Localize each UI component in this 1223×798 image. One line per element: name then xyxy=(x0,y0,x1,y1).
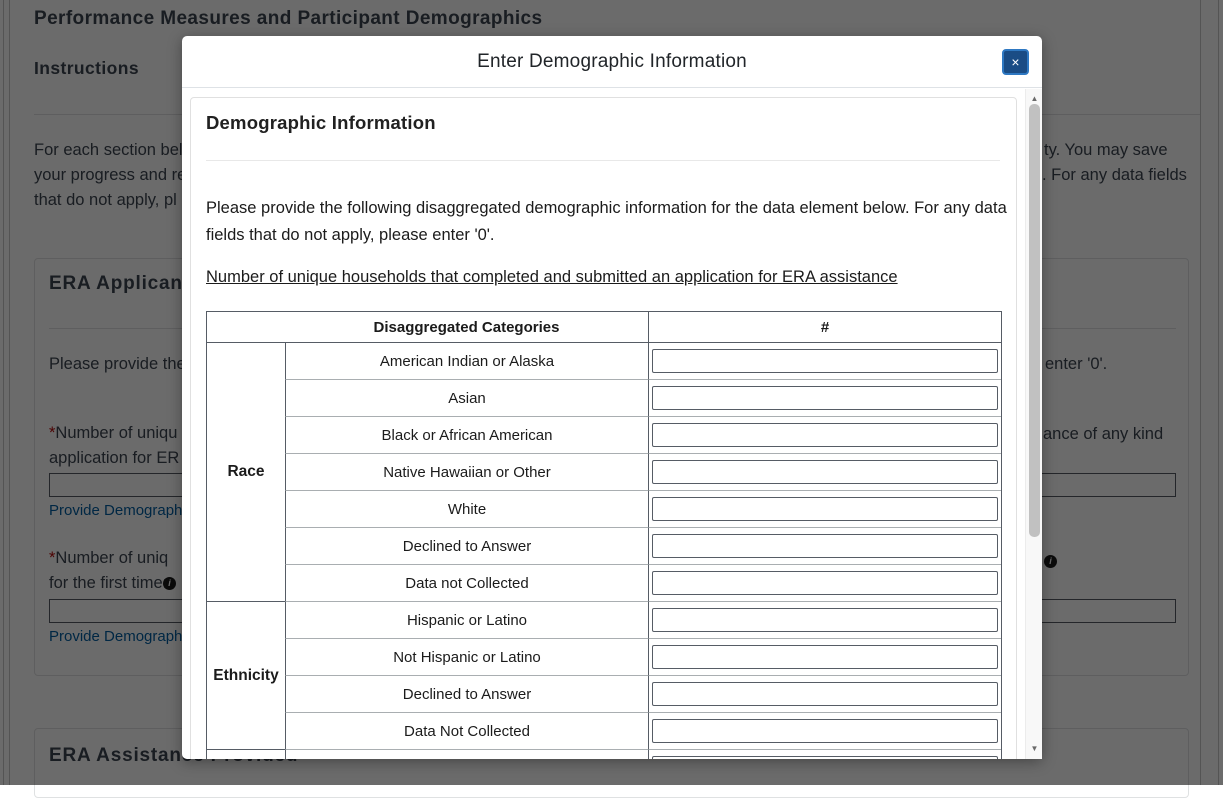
count-input[interactable] xyxy=(652,349,998,373)
count-input[interactable] xyxy=(652,497,998,521)
category-cell: American Indian or Alaska xyxy=(285,343,648,380)
count-input[interactable] xyxy=(652,608,998,632)
count-cell xyxy=(648,343,1001,380)
modal-scrollbar-track[interactable] xyxy=(1025,89,1042,759)
count-cell xyxy=(648,750,1001,759)
category-cell: Asian xyxy=(285,380,648,417)
count-input[interactable] xyxy=(652,534,998,558)
count-input[interactable] xyxy=(652,719,998,743)
scroll-up-icon[interactable]: ▲ xyxy=(1026,94,1042,103)
count-cell xyxy=(648,380,1001,417)
count-cell xyxy=(648,713,1001,750)
demographic-modal xyxy=(182,36,1042,759)
modal-header xyxy=(182,36,1042,88)
close-icon[interactable]: × xyxy=(1002,49,1029,75)
count-cell xyxy=(648,417,1001,454)
count-cell xyxy=(648,565,1001,602)
category-cell: Declined to Answer xyxy=(285,676,648,713)
category-cell: Declined to Answer xyxy=(285,528,648,565)
category-cell: Data not Collected xyxy=(285,565,648,602)
category-cell: Not Hispanic or Latino xyxy=(285,639,648,676)
count-cell xyxy=(648,676,1001,713)
demographic-card xyxy=(190,97,1017,759)
count-cell xyxy=(648,454,1001,491)
count-input[interactable] xyxy=(652,460,998,484)
count-input[interactable] xyxy=(652,645,998,669)
card-divider xyxy=(206,160,1000,161)
card-instructions: Please provide the following disaggregated demographic information for the data element below. For any data fields that do not apply, please enter '0'. xyxy=(206,195,1011,249)
demographic-table xyxy=(206,311,1002,759)
group-cell-race: Race xyxy=(207,343,285,602)
modal-title: Enter Demographic Information xyxy=(182,36,1042,88)
category-cell: Hispanic or Latino xyxy=(285,602,648,639)
data-element-link[interactable]: Number of unique households that completed and submitted an application for ERA assistance xyxy=(206,268,898,287)
group-cell-partial xyxy=(207,750,285,759)
count-cell xyxy=(648,528,1001,565)
count-input[interactable] xyxy=(652,571,998,595)
category-cell: Black or African American xyxy=(285,417,648,454)
table-corner-cell xyxy=(207,312,285,343)
count-input[interactable] xyxy=(652,756,998,759)
category-cell xyxy=(285,750,648,759)
category-cell: Data Not Collected xyxy=(285,713,648,750)
count-input[interactable] xyxy=(652,423,998,447)
scroll-down-icon[interactable]: ▼ xyxy=(1026,744,1042,753)
count-cell xyxy=(648,602,1001,639)
category-cell: White xyxy=(285,491,648,528)
count-input[interactable] xyxy=(652,386,998,410)
count-cell xyxy=(648,639,1001,676)
card-heading: Demographic Information xyxy=(206,112,436,134)
modal-body xyxy=(182,89,1042,759)
col-header-categories: Disaggregated Categories xyxy=(285,312,648,343)
col-header-count: # xyxy=(648,312,1001,343)
modal-scrollbar-thumb[interactable] xyxy=(1029,104,1040,537)
group-cell-ethnicity: Ethnicity xyxy=(207,602,285,750)
count-cell xyxy=(648,491,1001,528)
count-input[interactable] xyxy=(652,682,998,706)
category-cell: Native Hawaiian or Other xyxy=(285,454,648,491)
